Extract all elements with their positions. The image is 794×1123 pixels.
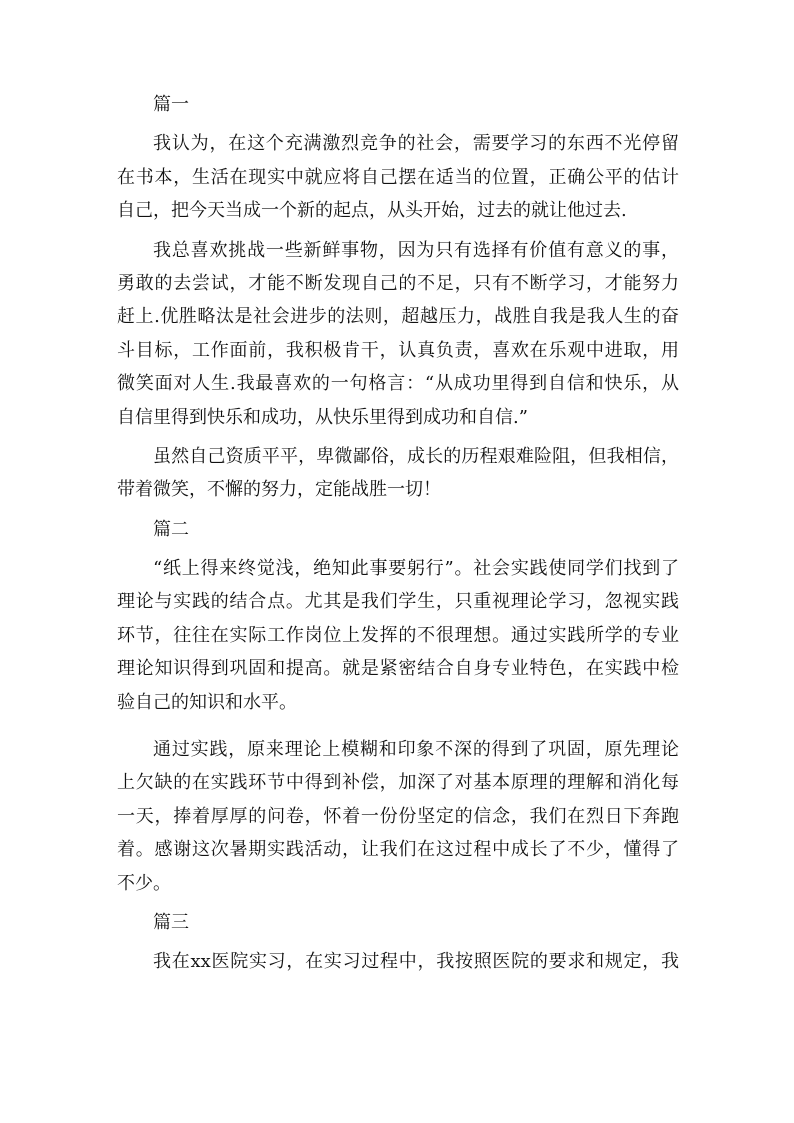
text-line: 环节，往往在实际工作岗位上发挥的不很理想。通过实践所学的专业 [117,624,679,646]
document-body [117,88,679,979]
section-title: 篇二 [153,518,189,540]
text-line: 一天，捧着厚厚的问卷，怀着一份份坚定的信念，我们在烈日下奔跑 [117,805,679,827]
paragraph [117,733,679,900]
text-line: 自信里得到快乐和成功，从快乐里得到成功和自信.” [117,406,528,428]
text-line: 着。感谢这次暑期实践活动，让我们在这过程中成长了不少，懂得了 [117,839,679,861]
text-line: 我总喜欢挑战一些新鲜事物，因为只有选择有价值有意义的事， [153,239,679,261]
text-line: 我在xx医院实习，在实习过程中，我按照医院的要求和规定，我 [153,951,679,973]
paragraph [117,440,679,507]
text-line: 验自己的知识和水平。 [117,691,297,713]
paragraph [117,127,679,227]
section-title: 篇三 [153,911,189,933]
text-line: 带着微笑，不懈的努力，定能战胜一切！ [117,479,441,501]
text-line: 理论与实践的结合点。尤其是我们学生，只重视理论学习，忽视实践 [117,591,679,613]
text-line: 上欠缺的在实践环节中得到补偿，加深了对基本原理的理解和消化每 [117,772,679,794]
text-line: 赶上.优胜略汰是社会进步的法则，超越压力，战胜自我是我人生的奋 [117,306,679,328]
text-line: 勇敢的去尝试，才能不断发现自己的不足，只有不断学习，才能努力 [117,272,679,294]
text-line: 虽然自己资质平平，卑微鄙俗，成长的历程艰难险阻，但我相信， [153,445,679,467]
paragraph [117,234,679,434]
text-line: 理论知识得到巩固和提高。就是紧密结合自身专业特色，在实践中检 [117,658,679,680]
section-title: 篇一 [153,94,189,115]
text-line: 自己，把今天当成一个新的起点，从头开始，过去的就让他过去. [117,200,627,222]
text-line: 微笑面对人生.我最喜欢的一句格言：“从成功里得到自信和快乐，从 [117,373,679,395]
text-line: 不少。 [117,872,171,894]
text-line: 在书本，生活在现实中就应将自己摆在适当的位置，正确公平的估计 [117,166,679,188]
paragraph [117,945,679,978]
paragraph [117,552,679,719]
text-line: 我认为，在这个充满激烈竞争的社会，需要学习的东西不光停留 [153,133,679,155]
text-line: 通过实践，原来理论上模糊和印象不深的得到了巩固，原先理论 [153,739,679,761]
text-line: “纸上得来终觉浅，绝知此事要躬行”。社会实践使同学们找到了 [153,558,679,580]
text-line: 斗目标，工作面前，我积极肯干，认真负责，喜欢在乐观中进取，用 [117,339,679,361]
